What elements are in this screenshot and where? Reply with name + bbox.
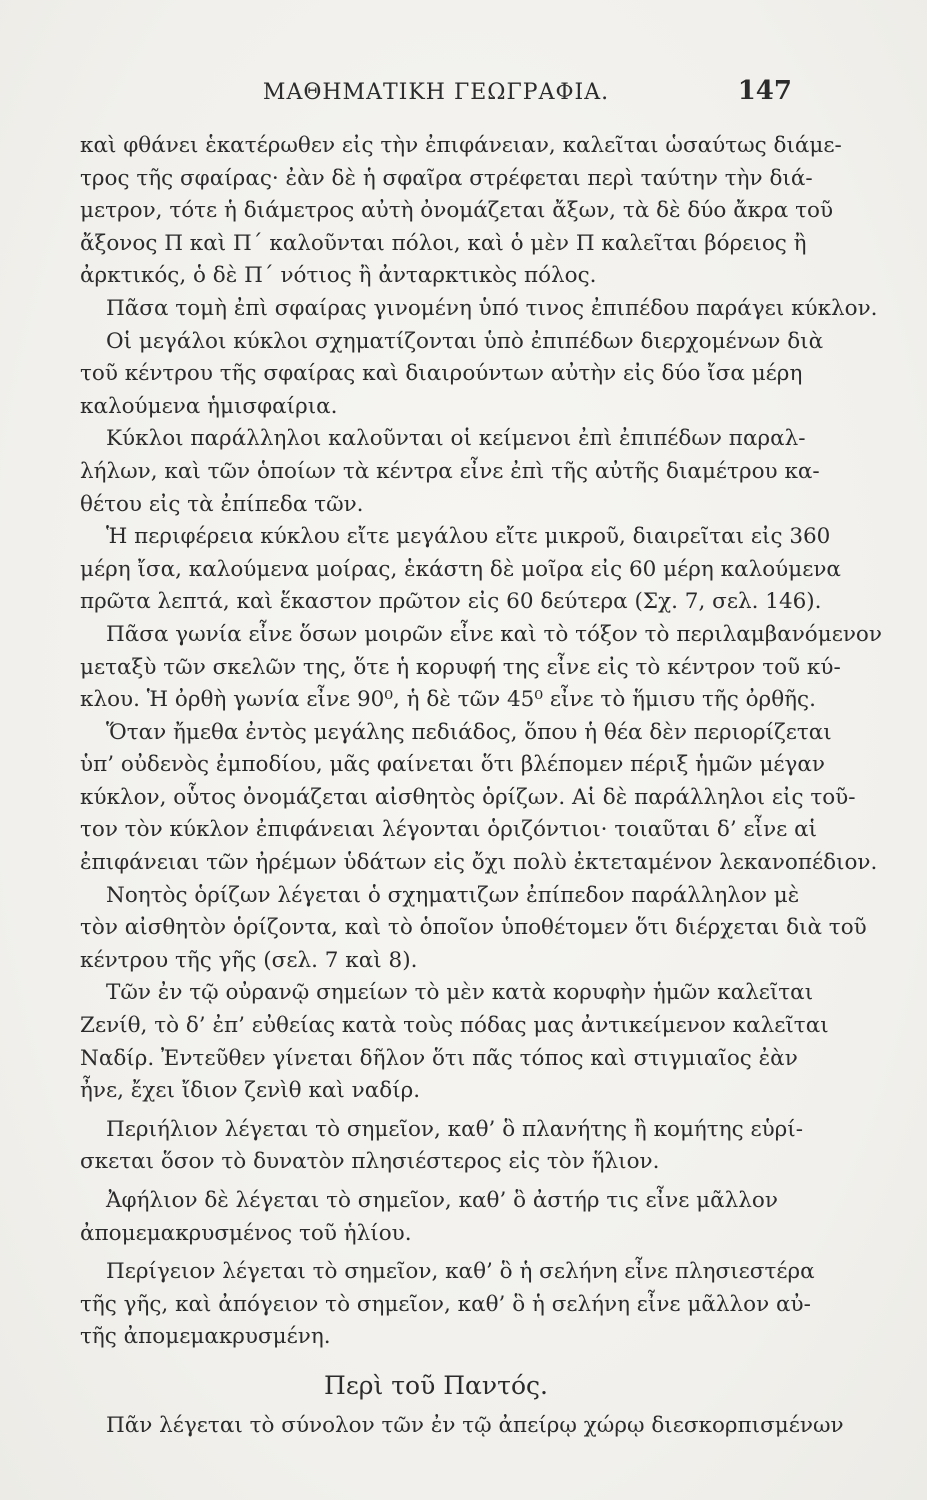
text-line: ὑπ’ οὐδενὸς ἐμποδίου, μᾶς φαίνεται ὅτι βλέπομεν πέριξ ἡμῶν μέγαν	[80, 752, 825, 778]
text-line: ἀρκτικός, ὁ δὲ Π΄ νότιος ἢ ἀνταρκτικὸς πόλος.	[80, 263, 597, 289]
text-line: τον τὸν κύκλον ἐπιφάνειαι λέγονται ὁριζόντιοι· τοιαῦται δ’ εἶνε αἱ	[80, 817, 818, 843]
text-line: μετρον, τότε ἡ διάμετρος αὐτὴ ὀνομάζεται ἄξων, τὰ δὲ δύο ἄκρα τοῦ	[80, 198, 834, 224]
text-line: Κύκλοι παράλληλοι καλοῦνται οἱ κείμενοι ἐπὶ ἐπιπέδων παραλ-	[106, 426, 806, 452]
text-line: Πᾶσα τομὴ ἐπὶ σφαίρας γινομένη ὑπό τινος ἐπιπέδου παράγει κύκλον.	[106, 295, 878, 321]
text-line: Πᾶν λέγεται τὸ σύνολον τῶν ἐν τῷ ἀπείρῳ χώρῳ διεσκορπισμένων	[106, 1412, 844, 1438]
page-header	[80, 74, 792, 114]
text-line: ἦνε, ἔχει ἴδιον ζενὶθ καὶ ναδίρ.	[80, 1078, 421, 1104]
text-line: Ναδίρ. Ἐντεῦθεν γίνεται δῆλον ὅτι πᾶς τόπος καὶ στιγμιαῖος ἐὰν	[80, 1045, 798, 1071]
text-line: Νοητὸς ὁρίζων λέγεται ὁ σχηματιζων ἐπίπεδον παράλληλον μὲ	[106, 882, 800, 908]
text-line: Πᾶσα γωνία εἶνε ὅσων μοιρῶν εἶνε καὶ τὸ τόξον τὸ περιλαμβανόμενον	[106, 621, 882, 647]
text-line: Περιήλιον λέγεται τὸ σημεῖον, καθ’ ὃ πλανήτης ἢ κομήτης εὑρί-	[106, 1116, 803, 1142]
text-line: θέτου εἰς τὰ ἐπίπεδα τῶν.	[80, 491, 364, 517]
text-line: μέρη ἴσα, καλούμενα μοίρας, ἑκάστη δὲ μοῖρα εἰς 60 μέρη καλούμενα	[80, 556, 841, 582]
text-line: καλούμενα ἡμισφαίρια.	[80, 393, 338, 419]
page-number: 147	[737, 76, 792, 106]
section-heading: Περὶ τοῦ Παντός.	[324, 1370, 548, 1400]
text-line: τῆς γῆς, καὶ ἀπόγειον τὸ σημεῖον, καθ’ ὃ ἡ σελήνη εἶνε μᾶλλον αὐ-	[80, 1291, 811, 1317]
text-line: Τῶν ἐν τῷ οὐρανῷ σημείων τὸ μὲν κατὰ κορυφὴν ἡμῶν καλεῖται	[106, 980, 814, 1006]
text-line: τρος τῆς σφαίρας· ἐὰν δὲ ἡ σφαῖρα στρέφεται περὶ ταύτην τὴν διά-	[80, 165, 813, 191]
text-line: ἄξονος Π καὶ Π΄ καλοῦνται πόλοι, καὶ ὁ μὲν Π καλεῖται βόρειος ἢ	[80, 230, 807, 256]
text-line: σκεται ὅσον τὸ δυνατὸν πλησιέστερος εἰς τὸν ἥλιον.	[80, 1149, 660, 1175]
text-line: κέντρου τῆς γῆς (σελ. 7 καὶ 8).	[80, 947, 418, 973]
text-line: Ἡ περιφέρεια κύκλου εἴτε μεγάλου εἴτε μικροῦ, διαιρεῖται εἰς 360	[106, 524, 831, 550]
running-title: ΜΑΘΗΜΑΤΙΚΗ ΓΕΩΓΡΑΦΙΑ.	[262, 80, 610, 105]
text-line: κύκλον, οὗτος ὀνομάζεται αἰσθητὸς ὁρίζων. Αἱ δὲ παράλληλοι εἰς τοῦ-	[80, 784, 856, 810]
text-line: ἀπομεμακρυσμένος τοῦ ἡλίου.	[80, 1220, 412, 1246]
text-line: Οἱ μεγάλοι κύκλοι σχηματίζονται ὑπὸ ἐπιπέδων διερχομένων διὰ	[106, 328, 824, 354]
text-line: τῆς ἀπομεμακρυσμένη.	[80, 1324, 331, 1350]
page-body	[80, 130, 882, 1443]
text-line: τοῦ κέντρου τῆς σφαίρας καὶ διαιρούντων αὐτὴν εἰς δύο ἴσα μέρη	[80, 361, 803, 387]
text-line: καὶ φθάνει ἑκατέρωθεν εἰς τὴν ἐπιφάνειαν, καλεῖται ὡσαύτως διάμε-	[80, 133, 842, 158]
text-line: τὸν αἰσθητὸν ὁρίζοντα, καὶ τὸ ὁποῖον ὑποθέτομεν ὅτι διέρχεται διὰ τοῦ	[80, 915, 867, 941]
text-line: λήλων, καὶ τῶν ὁποίων τὰ κέντρα εἶνε ἐπὶ τῆς αὐτῆς διαμέτρου κα-	[80, 458, 820, 484]
text-line: ἐπιφάνειαι τῶν ἠρέμων ὑδάτων εἰς ὄχι πολὺ ἐκτεταμένον λεκανοπέδιον.	[80, 850, 878, 876]
text-line: Ὅταν ἤμεθα ἐντὸς μεγάλης πεδιάδος, ὅπου ἡ θέα δὲν περιορίζεται	[106, 719, 832, 745]
text-line: Ἀφήλιον δὲ λέγεται τὸ σημεῖον, καθ’ ὃ ἀστήρ τις εἶνε μᾶλλον	[106, 1188, 778, 1213]
text-line: μεταξὺ τῶν σκελῶν της, ὅτε ἡ κορυφή της εἶνε εἰς τὸ κέντρον τοῦ κύ-	[80, 654, 841, 680]
text-line: Περίγειον λέγεται τὸ σημεῖον, καθ’ ὃ ἡ σελήνη εἶνε πλησιεστέρα	[106, 1259, 815, 1285]
text-line: πρῶτα λεπτά, καὶ ἕκαστον πρῶτον εἰς 60 δεύτερα (Σχ. 7, σελ. 146).	[80, 589, 822, 615]
text-line: Ζενίθ, τὸ δ’ ἐπ’ εὐθείας κατὰ τοὺς πόδας μας ἀντικείμενον καλεῖται	[80, 1013, 829, 1039]
text-line: κλου. Ἡ ὀρθὴ γωνία εἶνε 90⁰, ἡ δὲ τῶν 45⁰ εἶνε τὸ ἥμισυ τῆς ὀρθῆς.	[80, 687, 816, 713]
